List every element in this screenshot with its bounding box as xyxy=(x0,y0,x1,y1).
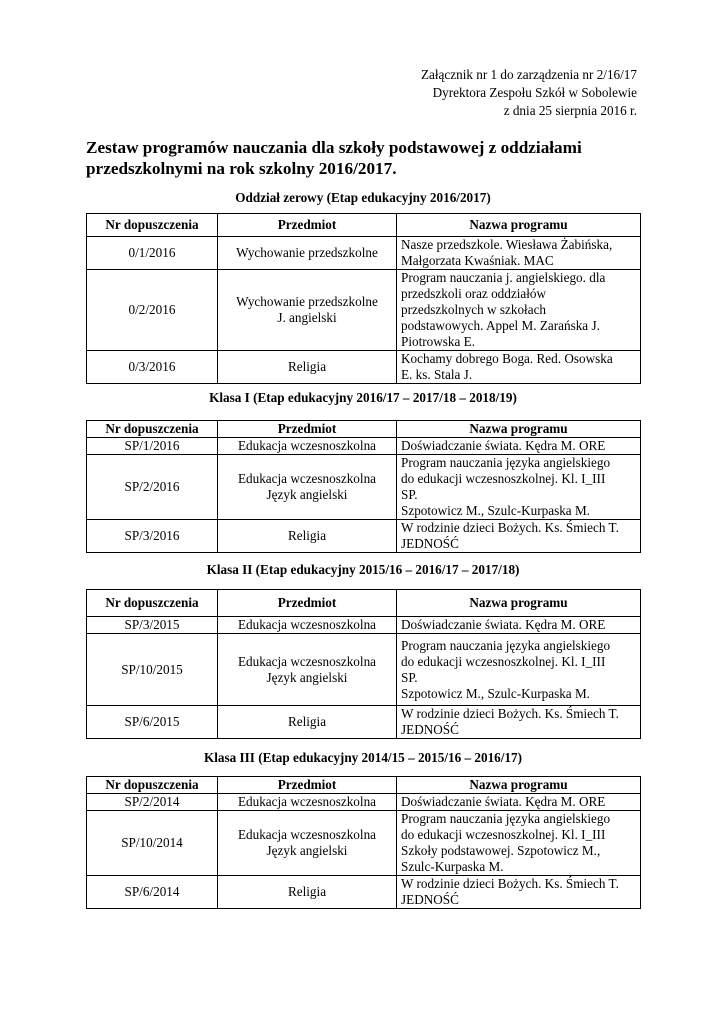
attachment-note-line: Dyrektora Zespołu Szkół w Sobolewie xyxy=(432,85,637,100)
cell-program xyxy=(397,455,641,520)
subject-line: Język angielski xyxy=(266,669,348,685)
section-title: Oddział zerowy (Etap edukacyjny 2016/2017) xyxy=(235,190,491,205)
cell-program xyxy=(397,237,641,270)
subject-line: Religia xyxy=(287,528,327,543)
program-line: W rodzinie dzieci Bożych. Ks. Śmiech T. xyxy=(401,876,619,891)
program-line: JEDNOŚĆ xyxy=(401,892,459,907)
subject-line: J. angielski xyxy=(277,310,337,325)
cell-program xyxy=(397,876,641,909)
column-header-nr: Nr dopuszczenia xyxy=(87,590,218,617)
document-title xyxy=(86,137,646,179)
program-line: przedszkolnych w szkołach xyxy=(401,302,547,317)
section-title: Klasa I (Etap edukacyjny 2016/17 – 2017/18 – 2018/19) xyxy=(209,390,517,405)
attachment-note-line: Załącznik nr 1 do zarządzenia nr 2/16/17 xyxy=(420,67,637,82)
column-header-program: Nazwa programu xyxy=(397,777,641,794)
cell-nr: SP/3/2015 xyxy=(87,617,218,634)
table-row xyxy=(87,270,641,351)
cell-nr: SP/2/2014 xyxy=(87,794,218,811)
table-row xyxy=(87,351,641,384)
cell-subject xyxy=(218,634,397,706)
cell-nr: SP/2/2016 xyxy=(87,455,218,520)
program-line: JEDNOŚĆ xyxy=(401,722,459,737)
section-title: Klasa II (Etap edukacyjny 2015/16 – 2016/17 – 2017/18) xyxy=(206,562,520,577)
document-title-line: Zestaw programów nauczania dla szkoły podstawowej z oddziałami xyxy=(86,138,582,157)
program-line: Szpotowicz M., Szulc-Kurpaska M. xyxy=(401,503,590,518)
program-table xyxy=(86,213,641,384)
program-line: Doświadczanie świata. Kędra M. ORE xyxy=(401,438,606,453)
subject-line: Wychowanie przedszkolne xyxy=(236,245,378,260)
column-header-program: Nazwa programu xyxy=(397,214,641,237)
subject-line: Religia xyxy=(287,714,327,729)
subject-line: Edukacja wczesnoszkolna xyxy=(237,617,377,632)
column-header-subject: Przedmiot xyxy=(218,590,397,617)
subject-line: Wychowanie przedszkolne xyxy=(236,294,378,309)
subject-line: Edukacja wczesnoszkolna xyxy=(237,653,377,669)
program-line: Program nauczania języka angielskiego xyxy=(401,637,611,653)
cell-program xyxy=(397,634,641,706)
cell-nr: SP/6/2015 xyxy=(87,706,218,739)
cell-program xyxy=(397,351,641,384)
attachment-note xyxy=(421,66,637,120)
subject-line: Edukacja wczesnoszkolna xyxy=(237,827,377,842)
program-line: Szkoły podstawowej. Szpotowicz M., xyxy=(401,843,601,858)
table-row xyxy=(87,811,641,876)
column-header-program: Nazwa programu xyxy=(397,590,641,617)
column-header-program: Nazwa programu xyxy=(397,421,641,438)
program-line: Małgorzata Kwaśniak. MAC xyxy=(401,253,554,268)
column-header-nr: Nr dopuszczenia xyxy=(87,214,218,237)
program-line: SP. xyxy=(401,669,418,685)
column-header-subject: Przedmiot xyxy=(218,214,397,237)
cell-subject xyxy=(218,351,397,384)
cell-subject xyxy=(218,455,397,520)
program-line: Nasze przedszkole. Wiesława Żabińska, xyxy=(401,237,613,252)
program-line: Program nauczania j. angielskiego. dla xyxy=(401,270,606,285)
program-line: przedszkoli oraz oddziałów xyxy=(401,286,547,301)
cell-program xyxy=(397,520,641,553)
subject-line: Język angielski xyxy=(266,843,348,858)
program-line: E. ks. Stala J. xyxy=(401,367,473,382)
program-table xyxy=(86,776,641,909)
table-row xyxy=(87,237,641,270)
cell-subject xyxy=(218,876,397,909)
cell-nr: SP/3/2016 xyxy=(87,520,218,553)
program-line: JEDNOŚĆ xyxy=(401,536,459,551)
program-line: do edukacji wczesnoszkolnej. Kl. I_III xyxy=(401,653,606,669)
cell-subject xyxy=(218,794,397,811)
program-line: do edukacji wczesnoszkolnej. Kl. I_III xyxy=(401,471,606,486)
cell-program xyxy=(397,617,641,634)
program-line: W rodzinie dzieci Bożych. Ks. Śmiech T. xyxy=(401,706,619,721)
subject-line: Edukacja wczesnoszkolna xyxy=(237,471,377,486)
column-header-subject: Przedmiot xyxy=(218,421,397,438)
cell-nr: SP/10/2015 xyxy=(87,634,218,706)
section-title: Klasa III (Etap edukacyjny 2014/15 – 2015/16 – 2016/17) xyxy=(204,750,522,765)
subject-line: Religia xyxy=(287,359,327,374)
cell-subject xyxy=(218,706,397,739)
column-header-nr: Nr dopuszczenia xyxy=(87,421,218,438)
cell-program xyxy=(397,270,641,351)
cell-nr: SP/6/2014 xyxy=(87,876,218,909)
table-row xyxy=(87,520,641,553)
cell-program xyxy=(397,811,641,876)
cell-nr: 0/1/2016 xyxy=(87,237,218,270)
column-header-nr: Nr dopuszczenia xyxy=(87,777,218,794)
cell-subject xyxy=(218,438,397,455)
table-row xyxy=(87,438,641,455)
cell-subject xyxy=(218,617,397,634)
cell-subject xyxy=(218,520,397,553)
column-header-subject: Przedmiot xyxy=(218,777,397,794)
program-line: Szulc-Kurpaska M. xyxy=(401,859,504,874)
cell-subject xyxy=(218,270,397,351)
program-line: podstawowych. Appel M. Zarańska J. xyxy=(401,318,600,333)
program-line: do edukacji wczesnoszkolnej. Kl. I_III xyxy=(401,827,606,842)
cell-program xyxy=(397,706,641,739)
table-row xyxy=(87,617,641,634)
program-line: Doświadczanie świata. Kędra M. ORE xyxy=(401,794,606,809)
program-line: Program nauczania języka angielskiego xyxy=(401,455,611,470)
program-table xyxy=(86,589,641,739)
table-header-row xyxy=(87,590,641,617)
subject-line: Edukacja wczesnoszkolna xyxy=(237,794,377,809)
cell-program xyxy=(397,438,641,455)
subject-line: Religia xyxy=(287,884,327,899)
subject-line: Edukacja wczesnoszkolna xyxy=(237,438,377,453)
table-header-row xyxy=(87,214,641,237)
program-table xyxy=(86,420,641,553)
table-row xyxy=(87,455,641,520)
program-line: Kochamy dobrego Boga. Red. Osowska xyxy=(401,351,613,366)
program-line: Szpotowicz M., Szulc-Kurpaska M. xyxy=(401,685,590,701)
cell-nr: SP/1/2016 xyxy=(87,438,218,455)
cell-nr: 0/2/2016 xyxy=(87,270,218,351)
cell-nr: 0/3/2016 xyxy=(87,351,218,384)
program-line: SP. xyxy=(401,487,418,502)
subject-line: Język angielski xyxy=(266,487,348,502)
cell-nr: SP/10/2014 xyxy=(87,811,218,876)
attachment-note-line: z dnia 25 sierpnia 2016 r. xyxy=(503,103,637,118)
table-row xyxy=(87,876,641,909)
program-line: Doświadczanie świata. Kędra M. ORE xyxy=(401,617,606,632)
cell-subject xyxy=(218,811,397,876)
cell-program xyxy=(397,794,641,811)
table-row xyxy=(87,634,641,706)
table-row xyxy=(87,794,641,811)
table-header-row xyxy=(87,421,641,438)
program-line: W rodzinie dzieci Bożych. Ks. Śmiech T. xyxy=(401,520,619,535)
table-header-row xyxy=(87,777,641,794)
program-line: Piotrowska E. xyxy=(401,334,475,349)
table-row xyxy=(87,706,641,739)
program-line: Program nauczania języka angielskiego xyxy=(401,811,611,826)
document-title-line: przedszkolnymi na rok szkolny 2016/2017. xyxy=(86,159,397,178)
cell-subject xyxy=(218,237,397,270)
